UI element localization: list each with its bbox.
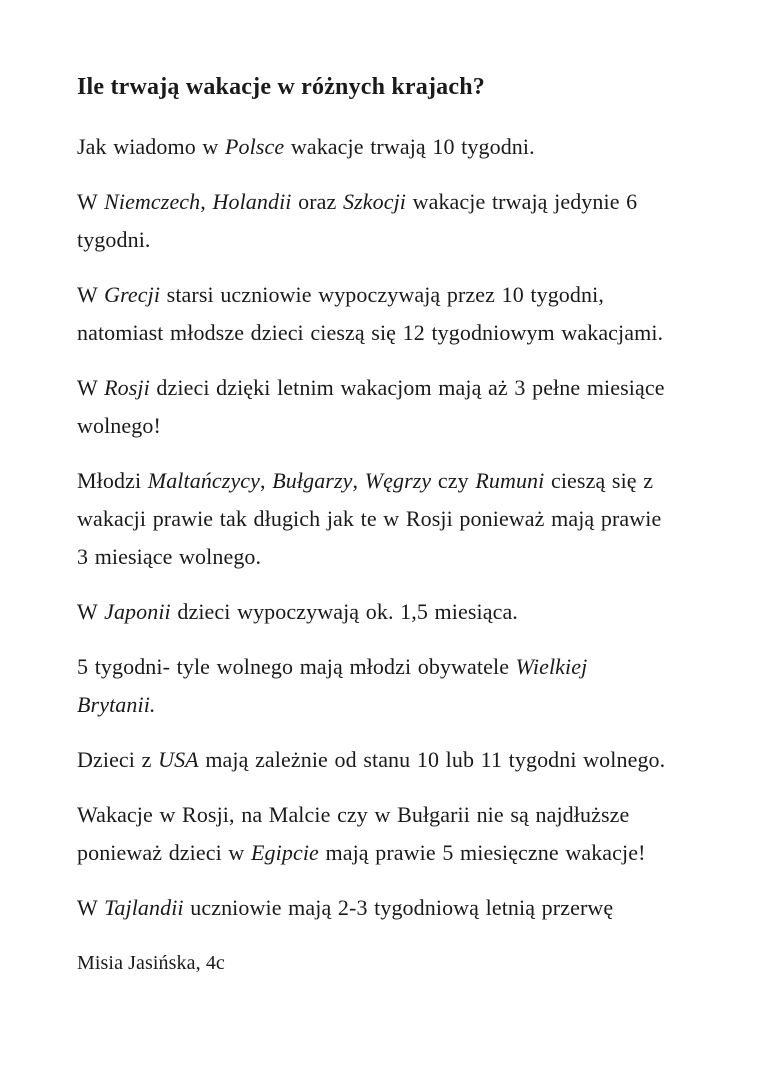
text-segment: W [77,189,105,214]
country-name-italic: Bułgarzy [272,468,353,493]
text-line [77,741,708,779]
text-segment: wakacje trwają 10 tygodni. [284,134,535,159]
text-segment: cieszą się z [544,468,654,493]
text-segment: Jak wiadomo w [77,134,225,159]
text-segment: czy [431,468,476,493]
text-segment: wakacji prawie tak długich jak te w Rosji ponieważ mają prawie [77,506,662,531]
country-name-italic: Rosji [104,375,150,400]
text-line [77,221,708,259]
country-name-italic: Japonii [104,599,171,624]
text-segment: , [200,189,213,214]
text-segment: starsi uczniowie wypoczywają przez 10 tygodni, [160,282,604,307]
text-segment: W [77,895,105,920]
text-segment: dzieci wypoczywają ok. 1,5 miesiąca. [170,599,518,624]
text-segment: natomiast młodsze dzieci cieszą się 12 tygodniowym wakacjami. [77,320,664,345]
text-line [77,276,708,314]
text-segment: uczniowie mają 2-3 tygodniową letnią przerwę [183,895,614,920]
text-segment: tygodni. [77,227,151,252]
text-segment: , [352,468,365,493]
document-title: Ile trwają wakacje w różnych krajach? [77,74,485,100]
text-line [77,500,708,538]
author-signature: Misia Jasińska, 4c [77,952,225,974]
text-segment: mają prawie 5 miesięczne wakacje! [318,840,646,865]
text-segment: wakacje trwają jedynie 6 [406,189,638,214]
paragraph [77,648,708,724]
paragraph [77,276,708,352]
country-name-italic: Szkocji [342,189,406,214]
country-name-italic: Węgrzy [364,468,432,493]
text-segment: 3 miesiące wolnego. [77,544,262,569]
country-name-italic: Maltańczycy [147,468,261,493]
country-name-italic: Brytanii. [77,692,156,717]
paragraphs [77,128,708,927]
text-segment: mają zależnie od stanu 10 lub 11 tygodni wolnego. [198,747,666,772]
text-segment: W [77,599,105,624]
country-name-italic: USA [158,747,199,772]
text-line [77,407,708,445]
country-name-italic: Rumuni [475,468,545,493]
text-segment: 5 tygodni- tyle wolnego mają młodzi obywatele [77,654,516,679]
paragraph [77,462,708,576]
country-name-italic: Egipcie [251,840,319,865]
country-name-italic: Grecji [104,282,161,307]
text-line [77,128,708,166]
paragraph [77,128,708,166]
text-segment: dzieci dzięki letnim wakacjom mają aż 3 pełne miesiące [149,375,665,400]
text-segment: W [77,282,105,307]
country-name-italic: Polsce [225,134,285,159]
text-segment: ponieważ dzieci w [77,840,252,865]
paragraph [77,741,708,779]
country-name-italic: Tajlandii [104,895,184,920]
text-line [77,314,708,352]
country-name-italic: Wielkiej [515,654,588,679]
text-line [77,183,708,221]
paragraph [77,183,708,259]
text-line [77,648,708,686]
text-line [77,686,708,724]
text-segment: Młodzi [77,468,148,493]
paragraph [77,889,708,927]
text-line [77,889,708,927]
text-line [77,369,708,407]
text-line [77,834,708,872]
text-segment: oraz [291,189,343,214]
text-line [77,796,708,834]
text-segment: Dzieci z [77,747,159,772]
text-segment: wolnego! [77,413,161,438]
country-name-italic: Niemczech [104,189,201,214]
paragraph [77,796,708,872]
text-line [77,593,708,631]
paragraph [77,369,708,445]
text-segment: Wakacje w Rosji, na Malcie czy w Bułgarii nie są najdłuższe [77,802,630,827]
text-segment: W [77,375,105,400]
text-line [77,538,708,576]
country-name-italic: Holandii [212,189,292,214]
paragraph [77,593,708,631]
text-segment: , [260,468,273,493]
text-line [77,462,708,500]
